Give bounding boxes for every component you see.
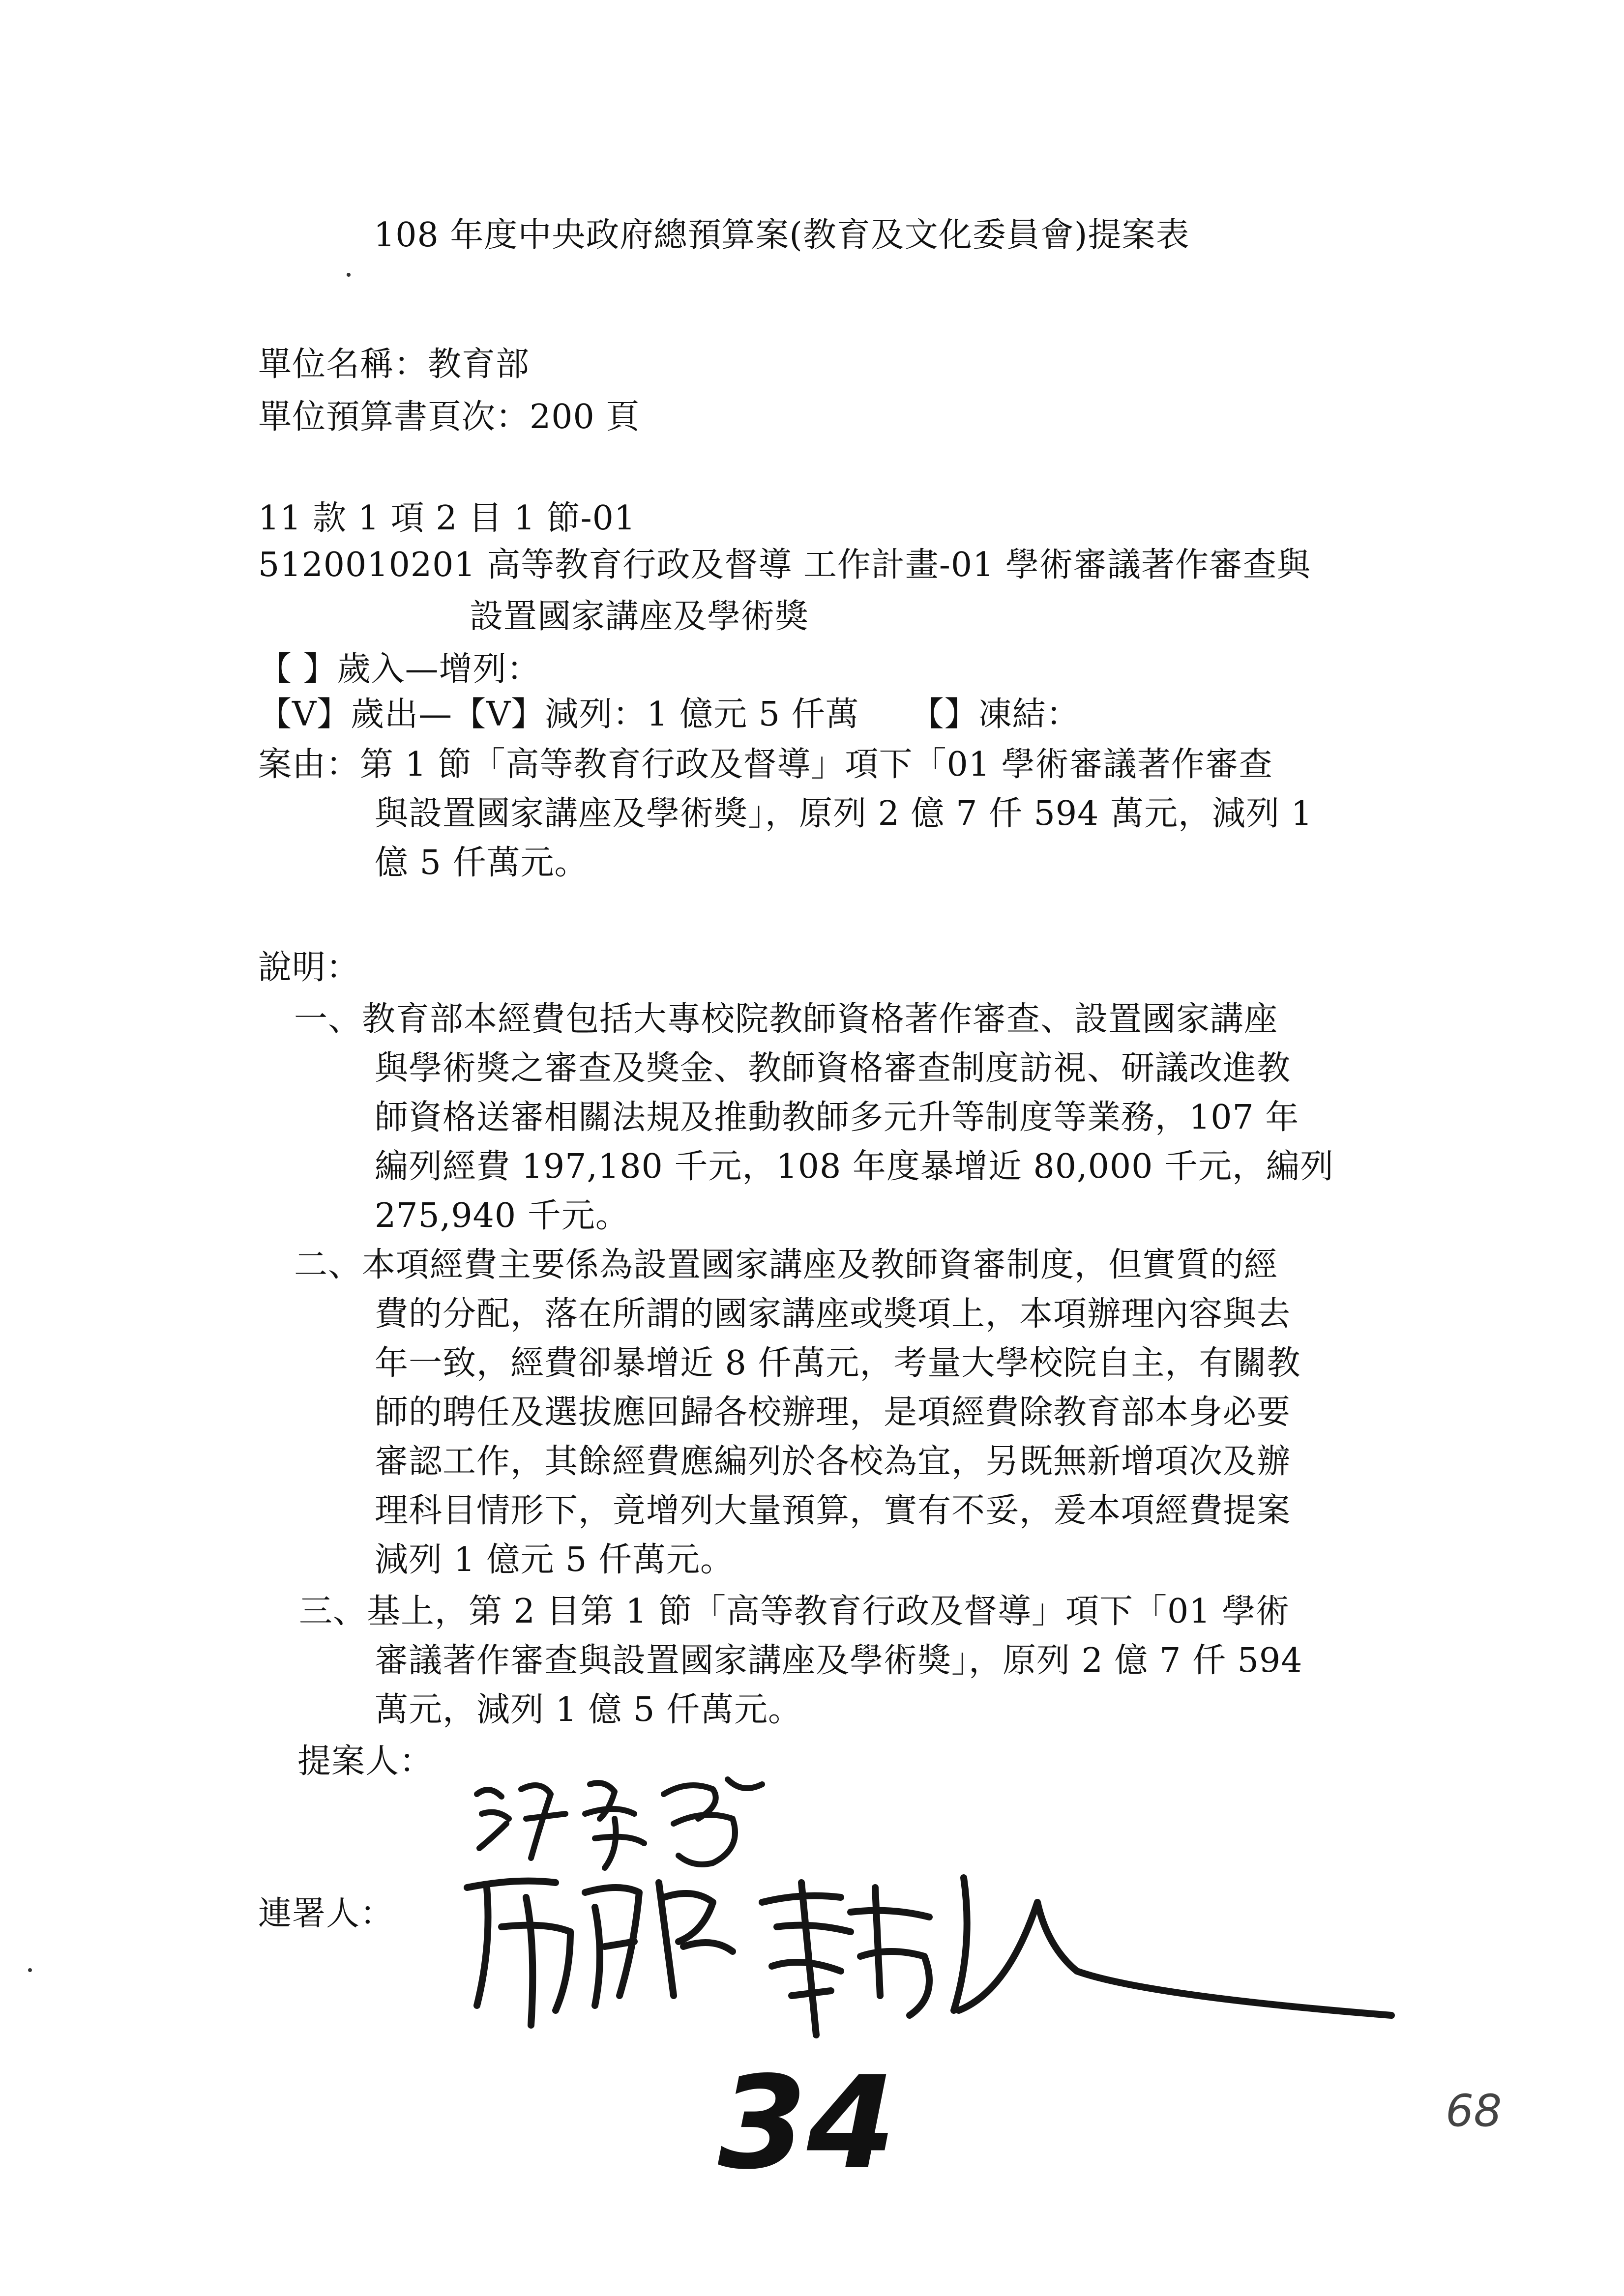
program-line-1: 5120010201 高等教育行政及督導 工作計畫-01 學術審議著作審查與 — [258, 546, 1311, 584]
item1-line-2: 與學術獎之審查及獎金、教師資格審查制度訪視、研議改進教 — [375, 1049, 1291, 1088]
reason-line-1: 案由：第 1 節「高等教育行政及督導」項下「01 學術審議著作審查 — [258, 745, 1273, 784]
item3-line-3: 萬元，減列 1 億 5 仟萬元。 — [375, 1690, 802, 1729]
handwritten-page-mark: 68 — [1446, 2085, 1502, 2137]
unit-name: 單位名稱：教育部 — [258, 345, 530, 384]
explain-heading: 說明： — [258, 948, 360, 987]
item2-line-2: 費的分配，落在所謂的國家講座或獎項上，本項辦理內容與去 — [375, 1295, 1291, 1334]
section-code: 11 款 1 項 2 目 1 節-01 — [258, 499, 636, 538]
item2-line-1: 二、本項經費主要係為設置國家講座及教師資審制度，但實質的經 — [294, 1246, 1278, 1284]
item1-line-1: 一、教育部本經費包括大專校院教師資格著作審查、設置國家講座 — [294, 1000, 1278, 1039]
program-line-2: 設置國家講座及學術獎 — [470, 597, 809, 636]
cosigner-signatures — [457, 1848, 1441, 2055]
item2-line-7: 減列 1 億元 5 仟萬元。 — [375, 1540, 734, 1579]
item2-line-5: 審認工作，其餘經費應編列於各校為宜，另既無新增項次及辦 — [375, 1442, 1291, 1481]
reason-line-2: 與設置國家講座及學術獎」，原列 2 億 7 仟 594 萬元，減列 1 — [375, 794, 1313, 833]
proposer-label: 提案人： — [297, 1742, 434, 1781]
reason-line-3: 億 5 仟萬元。 — [375, 843, 589, 882]
document-title: 108 年度中央政府總預算案(教育及文化委員會)提案表 — [374, 216, 1190, 255]
item3-line-2: 審議著作審查與設置國家講座及學術獎」，原列 2 億 7 仟 594 — [375, 1641, 1303, 1680]
expense-line: 【V】歲出—【V】減列：1 億元 5 仟萬 【】凍結： — [258, 695, 1080, 734]
handwritten-number: 34 — [718, 2049, 896, 2198]
item2-line-4: 師的聘任及選拔應回歸各校辦理，是項經費除教育部本身必要 — [375, 1393, 1291, 1432]
item3-line-1: 三、基上，第 2 目第 1 節「高等教育行政及督導」項下「01 學術 — [299, 1592, 1290, 1631]
scan-speck — [347, 273, 351, 277]
revenue-line: 【 】歲入—增列： — [258, 650, 541, 689]
item1-line-3: 師資格送審相關法規及推動教師多元升等制度等業務，107 年 — [375, 1098, 1299, 1137]
cosigner-label: 連署人： — [258, 1894, 394, 1933]
item2-line-6: 理科目情形下，竟增列大量預算，實有不妥，爰本項經費提案 — [375, 1491, 1291, 1530]
item2-line-3: 年一致，經費卻暴增近 8 仟萬元，考量大學校院自主，有關教 — [375, 1344, 1301, 1383]
budget-page-ref: 單位預算書頁次：200 頁 — [258, 398, 640, 436]
scan-speck — [28, 1968, 32, 1972]
item1-line-5: 275,940 千元。 — [375, 1196, 629, 1235]
item1-line-4: 編列經費 197,180 千元，108 年度暴增近 80,000 千元，編列 — [375, 1147, 1334, 1186]
